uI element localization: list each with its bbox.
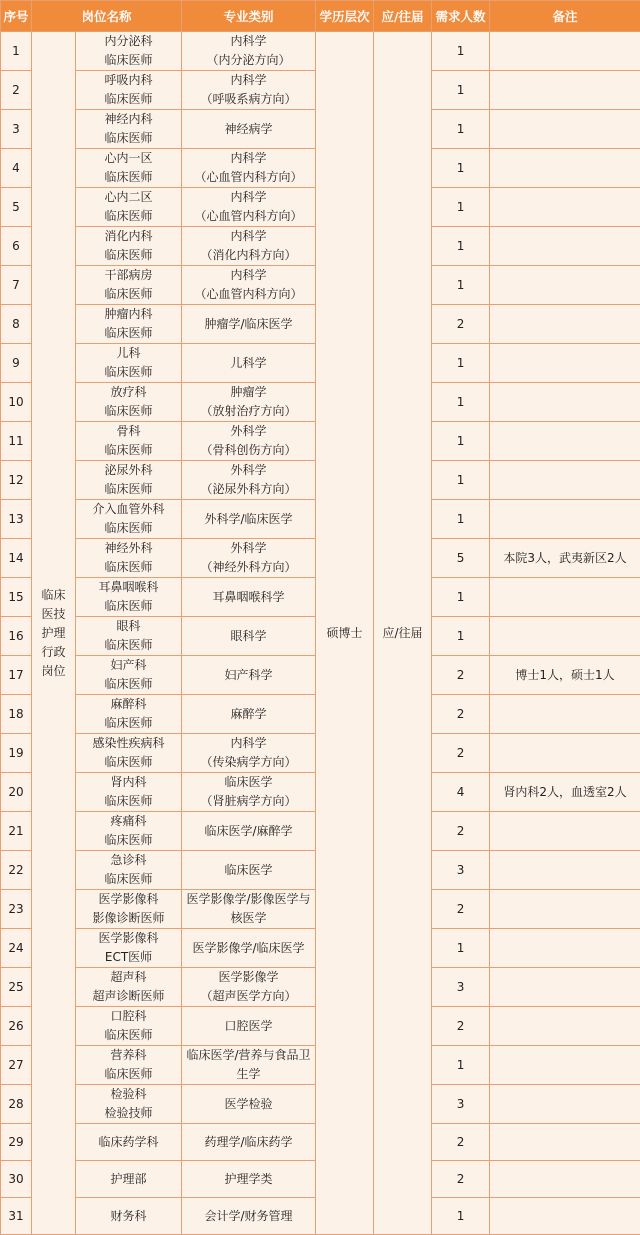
position-name [76,305,182,344]
position-name-line: 临床医师 [78,1065,179,1084]
note-cell [490,32,640,71]
row-number: 19 [1,734,32,773]
major-category-line: 儿科学 [184,354,313,373]
demand-count: 2 [432,734,490,773]
row-number: 13 [1,500,32,539]
row-number: 29 [1,1124,32,1161]
note-cell [490,617,640,656]
position-name-line: 超声科 [78,968,179,987]
demand-count: 1 [432,149,490,188]
row-number: 4 [1,149,32,188]
major-category-line: （呼吸系病方向） [184,90,313,109]
position-name-line: 内分泌科 [78,32,179,51]
position-name [76,578,182,617]
header-graduate-type: 应/往届 [374,1,432,32]
graduate-type-cell: 应/往届 [374,32,432,1235]
note-cell [490,968,640,1007]
position-name-line: 骨科 [78,422,179,441]
major-category-line: 内科学 [184,188,313,207]
major-category-line: 肿瘤学 [184,383,313,402]
row-number: 25 [1,968,32,1007]
position-name-line: 神经内科 [78,110,179,129]
major-category-line: （神经外科方向） [184,558,313,577]
major-category-line: （心血管内科方向） [184,207,313,226]
position-name-line: 临床医师 [78,207,179,226]
position-name-line: 营养科 [78,1046,179,1065]
major-category [182,1085,316,1124]
row-number: 2 [1,71,32,110]
position-name [76,188,182,227]
demand-count: 1 [432,500,490,539]
demand-count: 1 [432,344,490,383]
major-category [182,1198,316,1235]
major-category-line: 医学影像学/临床医学 [184,939,313,958]
position-name-line: 临床医师 [78,675,179,694]
row-number: 26 [1,1007,32,1046]
position-name-line: 呼吸内科 [78,71,179,90]
row-number: 30 [1,1161,32,1198]
position-name-line: 眼科 [78,617,179,636]
demand-count: 1 [432,188,490,227]
major-category-line: 临床医学/麻醉学 [184,822,313,841]
position-name-line: 临床医师 [78,831,179,850]
major-category [182,851,316,890]
position-name [76,734,182,773]
position-name-line: 肾内科 [78,773,179,792]
position-name [76,890,182,929]
note-cell [490,149,640,188]
demand-count: 1 [432,227,490,266]
position-name [76,461,182,500]
position-name-line: 消化内科 [78,227,179,246]
position-name [76,812,182,851]
major-category [182,344,316,383]
major-category-line: 外科学 [184,461,313,480]
note-cell [490,227,640,266]
major-category-line: 医学影像学 [184,968,313,987]
row-number: 17 [1,656,32,695]
note-cell [490,851,640,890]
position-name-line: 临床医师 [78,324,179,343]
position-name [76,383,182,422]
position-name [76,422,182,461]
major-category [182,110,316,149]
major-category-line: 生学 [184,1065,313,1084]
demand-count: 1 [432,1046,490,1085]
row-number: 20 [1,773,32,812]
row-number: 15 [1,578,32,617]
position-name-line: 医学影像科 [78,890,179,909]
major-category [182,656,316,695]
education-cell: 硕博士 [316,32,374,1235]
category-line: 岗位 [34,662,73,681]
note-cell [490,929,640,968]
demand-count: 1 [432,110,490,149]
note-cell [490,734,640,773]
row-number: 3 [1,110,32,149]
position-name-line: 临床医师 [78,90,179,109]
demand-count: 4 [432,773,490,812]
position-name-line: 护理部 [78,1170,179,1189]
position-name-line: 检验科 [78,1085,179,1104]
major-category-line: 内科学 [184,734,313,753]
row-number: 21 [1,812,32,851]
position-name-line: 干部病房 [78,266,179,285]
major-category-line: （心血管内科方向） [184,285,313,304]
position-name-line: 临床医师 [78,519,179,538]
position-name [76,1046,182,1085]
header-position: 岗位名称 [32,1,182,32]
major-category [182,617,316,656]
position-name [76,851,182,890]
position-name [76,1124,182,1161]
note-cell [490,1007,640,1046]
row-number: 5 [1,188,32,227]
row-number: 6 [1,227,32,266]
position-name-line: 临床医师 [78,441,179,460]
major-category-line: 医学影像学/影像医学与 [184,890,313,909]
row-number: 22 [1,851,32,890]
note-cell [490,578,640,617]
position-name-line: 临床医师 [78,1026,179,1045]
major-category-line: 内科学 [184,32,313,51]
position-name-line: 临床医师 [78,363,179,382]
category-line: 临床 [34,586,73,605]
major-category [182,32,316,71]
note-cell [490,422,640,461]
major-category-line: 内科学 [184,266,313,285]
position-name-line: 介入血管外科 [78,500,179,519]
position-name-line: 临床医师 [78,753,179,772]
note-cell [490,695,640,734]
position-name-line: 临床医师 [78,792,179,811]
major-category-line: （泌尿外科方向） [184,480,313,499]
position-name-line: 心内二区 [78,188,179,207]
major-category [182,1007,316,1046]
position-name [76,1161,182,1198]
header-no: 序号 [1,1,32,32]
position-name-line: 临床医师 [78,246,179,265]
row-number: 11 [1,422,32,461]
demand-count: 2 [432,695,490,734]
position-name [76,110,182,149]
note-cell [490,461,640,500]
position-name-line: 临床医师 [78,558,179,577]
row-number: 18 [1,695,32,734]
row-number: 1 [1,32,32,71]
note-cell: 本院3人，武夷新区2人 [490,539,640,578]
position-name [76,266,182,305]
major-category-line: 外科学/临床医学 [184,510,313,529]
note-cell [490,1046,640,1085]
demand-count: 1 [432,32,490,71]
position-name [76,929,182,968]
major-category-line: （肾脏病学方向） [184,792,313,811]
note-cell [490,1161,640,1198]
position-name [76,539,182,578]
major-category [182,734,316,773]
major-category-line: （放射治疗方向） [184,402,313,421]
major-category [182,1161,316,1198]
note-cell: 博士1人，硕士1人 [490,656,640,695]
major-category-line: 口腔医学 [184,1017,313,1036]
position-name-line: ECT医师 [78,948,179,967]
position-name-line: 临床医师 [78,402,179,421]
row-number: 16 [1,617,32,656]
major-category [182,461,316,500]
position-name-line: 临床医师 [78,480,179,499]
position-name [76,1198,182,1235]
major-category-line: 医学检验 [184,1095,313,1114]
row-number: 28 [1,1085,32,1124]
major-category [182,227,316,266]
major-category [182,422,316,461]
major-category-line: （心血管内科方向） [184,168,313,187]
position-name-line: 检验技师 [78,1104,179,1123]
demand-count: 1 [432,461,490,500]
major-category-line: 内科学 [184,149,313,168]
position-name-line: 神经外科 [78,539,179,558]
demand-count: 1 [432,1198,490,1235]
major-category-line: 临床医学 [184,773,313,792]
position-name-line: 临床医师 [78,168,179,187]
demand-count: 2 [432,890,490,929]
position-name [76,968,182,1007]
major-category-line: 内科学 [184,71,313,90]
major-category [182,1046,316,1085]
header-row [1,1,640,32]
note-cell [490,1124,640,1161]
note-cell [490,188,640,227]
position-name-line: 麻醉科 [78,695,179,714]
position-name [76,344,182,383]
major-category [182,968,316,1007]
major-category-line: （传染病学方向） [184,753,313,772]
demand-count: 3 [432,1085,490,1124]
major-category-line: 外科学 [184,539,313,558]
demand-count: 3 [432,851,490,890]
row-number: 10 [1,383,32,422]
major-category [182,266,316,305]
position-name-line: 临床医师 [78,129,179,148]
note-cell [490,305,640,344]
position-name-line: 口腔科 [78,1007,179,1026]
position-name-line: 临床医师 [78,285,179,304]
demand-count: 2 [432,812,490,851]
row-number: 24 [1,929,32,968]
position-name [76,695,182,734]
major-category [182,929,316,968]
category-line: 医技 [34,605,73,624]
major-category-line: 麻醉学 [184,705,313,724]
row-number: 27 [1,1046,32,1085]
demand-count: 2 [432,1161,490,1198]
row-number: 12 [1,461,32,500]
position-name-line: 临床医师 [78,636,179,655]
position-name-line: 临床药学科 [78,1133,179,1152]
header-education: 学历层次 [316,1,374,32]
major-category [182,812,316,851]
note-cell [490,110,640,149]
major-category-line: 内科学 [184,227,313,246]
position-name-line: 妇产科 [78,656,179,675]
position-name-line: 泌尿外科 [78,461,179,480]
row-number: 9 [1,344,32,383]
major-category-line: （超声医学方向） [184,987,313,1006]
major-category-line: 核医学 [184,909,313,928]
position-name-line: 儿科 [78,344,179,363]
position-name-line: 耳鼻咽喉科 [78,578,179,597]
major-category [182,305,316,344]
major-category [182,578,316,617]
major-category-line: （内分泌方向） [184,51,313,70]
table-body [1,32,640,1235]
position-name [76,1007,182,1046]
major-category-line: 外科学 [184,422,313,441]
position-name-line: 财务科 [78,1207,179,1226]
position-name-line: 临床医师 [78,870,179,889]
position-name [76,32,182,71]
position-name [76,149,182,188]
row-number: 31 [1,1198,32,1235]
demand-count: 2 [432,656,490,695]
demand-count: 1 [432,929,490,968]
position-name [76,617,182,656]
note-cell [490,1085,640,1124]
header-major: 专业类别 [182,1,316,32]
demand-count: 5 [432,539,490,578]
position-name [76,500,182,539]
note-cell [490,71,640,110]
major-category [182,773,316,812]
category-line: 行政 [34,643,73,662]
note-cell [490,812,640,851]
row-number: 8 [1,305,32,344]
major-category-line: 会计学/财务管理 [184,1207,313,1226]
major-category [182,1124,316,1161]
position-name-line: 医学影像科 [78,929,179,948]
demand-count: 1 [432,578,490,617]
row-number: 23 [1,890,32,929]
position-name-line: 急诊科 [78,851,179,870]
position-name [76,656,182,695]
demand-count: 1 [432,71,490,110]
demand-count: 2 [432,305,490,344]
position-name [76,227,182,266]
position-name-line: 放疗科 [78,383,179,402]
position-name-line: 心内一区 [78,149,179,168]
major-category-line: 药理学/临床药学 [184,1133,313,1152]
demand-count: 1 [432,617,490,656]
demand-count: 1 [432,266,490,305]
header-count: 需求人数 [432,1,490,32]
demand-count: 2 [432,1007,490,1046]
major-category-line: 临床医学/营养与食品卫 [184,1046,313,1065]
table-row [1,32,640,71]
position-name [76,773,182,812]
major-category-line: 护理学类 [184,1170,313,1189]
category-line: 护理 [34,624,73,643]
major-category [182,500,316,539]
position-name-line: 超声诊断医师 [78,987,179,1006]
major-category [182,695,316,734]
position-name [76,71,182,110]
demand-count: 1 [432,383,490,422]
position-name [76,1085,182,1124]
major-category-line: 妇产科学 [184,666,313,685]
row-number: 7 [1,266,32,305]
demand-count: 2 [432,1124,490,1161]
major-category-line: 眼科学 [184,627,313,646]
major-category [182,188,316,227]
note-cell [490,344,640,383]
note-cell [490,1198,640,1235]
major-category-line: 临床医学 [184,861,313,880]
position-name-line: 临床医师 [78,714,179,733]
demand-count: 3 [432,968,490,1007]
major-category-line: （骨科创伤方向） [184,441,313,460]
note-cell [490,890,640,929]
position-name-line: 影像诊断医师 [78,909,179,928]
note-cell [490,266,640,305]
position-name-line: 临床医师 [78,597,179,616]
major-category-line: 神经病学 [184,120,313,139]
note-cell [490,500,640,539]
position-name-line: 临床医师 [78,51,179,70]
major-category-line: （消化内科方向） [184,246,313,265]
major-category [182,71,316,110]
major-category-line: 耳鼻咽喉科学 [184,588,313,607]
major-category [182,539,316,578]
demand-count: 1 [432,422,490,461]
major-category [182,149,316,188]
category-cell [32,32,76,1235]
position-name-line: 肿瘤内科 [78,305,179,324]
header-note: 备注 [490,1,640,32]
major-category-line: 肿瘤学/临床医学 [184,315,313,334]
major-category [182,383,316,422]
row-number: 14 [1,539,32,578]
position-name-line: 感染性疾病科 [78,734,179,753]
position-name-line: 疼痛科 [78,812,179,831]
major-category [182,890,316,929]
note-cell: 肾内科2人，血透室2人 [490,773,640,812]
note-cell [490,383,640,422]
